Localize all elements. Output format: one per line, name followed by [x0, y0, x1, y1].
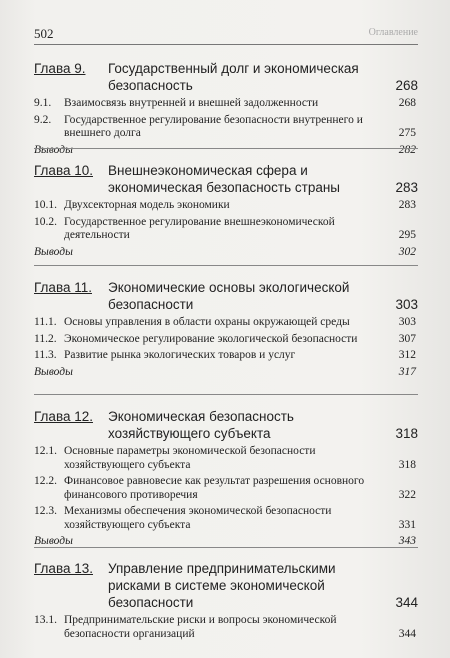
- section-page: 295: [398, 229, 416, 241]
- chapter-page: 344: [395, 595, 418, 610]
- section-number: 10.2.: [34, 215, 57, 228]
- toc-section: [34, 614, 418, 641]
- running-title: Оглавление: [368, 27, 418, 38]
- section-title: Государственное регулирование внешнеэкономической деятельности: [64, 215, 335, 241]
- chapter-number: Глава 13.: [34, 561, 93, 576]
- section-page: 312: [398, 349, 416, 361]
- chapter-heading: [34, 279, 418, 313]
- chapter-divider: [34, 265, 418, 266]
- section-number: 12.2.: [34, 475, 57, 487]
- chapter-heading: [34, 60, 418, 94]
- section-title: Основы управления в области охраны окружающей среды: [64, 316, 350, 328]
- chapter-number: Глава 10.: [34, 163, 93, 178]
- conclusions-page: 282: [398, 143, 416, 156]
- chapter-heading: [34, 560, 418, 611]
- section-title: Двухсекторная модель экономики: [64, 199, 230, 211]
- section-title: Основные параметры экономической безопасности хозяйствующего субъекта: [64, 445, 316, 471]
- chapter-divider: [34, 394, 418, 395]
- section-page: 322: [398, 488, 416, 501]
- chapter-page: 283: [395, 180, 418, 195]
- section-page: 307: [398, 332, 416, 345]
- chapter-divider: [34, 148, 418, 149]
- section-page: 318: [398, 458, 416, 471]
- conclusions-entry: [34, 366, 418, 379]
- conclusions-entry: [34, 246, 418, 259]
- section-number: 11.2.: [34, 332, 57, 345]
- section-page: 331: [398, 518, 416, 531]
- conclusions-label: Выводы: [34, 365, 73, 378]
- toc-section: [34, 114, 418, 141]
- section-title: Предпринимательские риски и вопросы экономической безопасности организаций: [64, 614, 337, 640]
- conclusions-entry: [34, 144, 418, 157]
- conclusions-page: 302: [398, 245, 416, 258]
- section-number: 12.1.: [34, 445, 57, 457]
- conclusions-label: Выводы: [34, 535, 73, 547]
- chapter-title: Экономическая безопасность хозяйствующего субъекта: [108, 409, 294, 441]
- toc-section: [34, 505, 418, 532]
- toc-section: [34, 97, 418, 111]
- toc-section: [34, 333, 418, 347]
- toc-section: [34, 199, 418, 213]
- toc-section: [34, 475, 418, 502]
- chapter-page: 318: [395, 426, 418, 441]
- chapter-11: [34, 279, 418, 379]
- chapter-title: Внешнеэкономическая сфера и экономическая безопасность страны: [108, 163, 340, 195]
- chapter-divider: [34, 547, 418, 548]
- section-title: Финансовое равновесие как результат разрешения основного финансового противоречия: [64, 475, 365, 501]
- chapter-page: 303: [395, 297, 418, 312]
- section-title: Государственное регулирование безопасности внутреннего и внешнего долга: [64, 113, 363, 139]
- section-title: Механизмы обеспечения экономической безопасности хозяйствующего субъекта: [64, 505, 332, 531]
- section-number: 11.1.: [34, 316, 57, 328]
- section-title: Экономическое регулирование экологической безопасности: [64, 332, 358, 345]
- chapter-heading: [34, 408, 418, 442]
- section-number: 10.1.: [34, 199, 57, 211]
- chapter-title: Экономические основы экологической безопасности: [108, 280, 350, 312]
- conclusions-label: Выводы: [34, 143, 73, 156]
- toc-section: [34, 316, 418, 330]
- section-number: 9.1.: [34, 97, 52, 109]
- chapter-number: Глава 11.: [34, 280, 92, 295]
- section-number: 11.3.: [34, 349, 57, 361]
- chapter-13: [34, 560, 418, 641]
- section-number: 13.1.: [34, 614, 57, 626]
- section-number: 12.3.: [34, 505, 57, 517]
- conclusions-label: Выводы: [34, 245, 73, 258]
- section-title: Развитие рынка экологических товаров и услуг: [64, 349, 296, 361]
- toc-section: [34, 445, 418, 472]
- chapter-12: [34, 408, 418, 548]
- section-page: 283: [398, 199, 416, 211]
- chapter-page: 268: [395, 78, 418, 93]
- section-title: Взаимосвязь внутренней и внешней задолженности: [64, 97, 319, 109]
- conclusions-page: 343: [398, 535, 416, 547]
- chapter-10: [34, 162, 418, 259]
- chapter-9: [34, 60, 418, 157]
- section-page: 275: [398, 127, 416, 139]
- section-page: 344: [398, 627, 416, 640]
- chapter-heading: [34, 162, 418, 196]
- chapter-title: Государственный долг и экономическая безопасность: [108, 61, 359, 93]
- toc-section: [34, 349, 418, 363]
- section-page: 268: [398, 97, 416, 109]
- section-page: 303: [398, 316, 416, 328]
- page-number: 502: [34, 26, 54, 41]
- chapter-number: Глава 9.: [34, 61, 86, 76]
- chapter-title: Управление предпринимательскими рисками в системе экономической безопасности: [108, 561, 336, 610]
- running-head: [34, 24, 418, 45]
- chapter-number: Глава 12.: [34, 409, 93, 424]
- toc-section: [34, 216, 418, 243]
- section-number: 9.2.: [34, 113, 52, 126]
- conclusions-page: 317: [398, 365, 416, 378]
